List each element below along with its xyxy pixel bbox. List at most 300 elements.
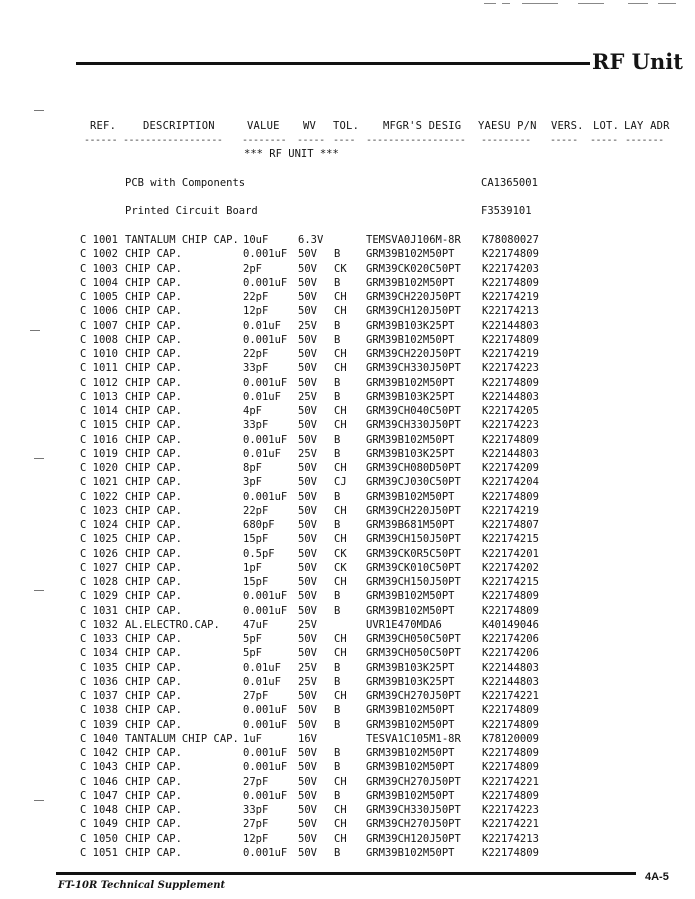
part-ref: C 1033: [80, 633, 118, 645]
part-value: 33pF: [243, 804, 269, 816]
part-tolerance: B: [334, 704, 341, 717]
part-yaesu-pn: K22174202: [482, 561, 539, 574]
part-working-voltage: 50V: [298, 262, 317, 275]
preface-part-number: F3539101: [481, 205, 532, 217]
part-ref: C 1012: [80, 376, 118, 389]
part-tolerance: CK: [334, 262, 347, 275]
part-ref: C 1032: [80, 618, 118, 631]
part-yaesu-pn: K22174223: [482, 362, 539, 375]
col-underline-description: ------------------: [123, 135, 223, 146]
part-description: CHIP CAP.: [125, 832, 182, 845]
part-mfgr-designation: GRM39CH270J50PT: [366, 775, 461, 788]
col-underline-ref: ------: [84, 135, 118, 146]
part-mfgr-designation: GRM39CH270J50PT: [366, 690, 461, 702]
table-row: [0, 448, 695, 462]
part-yaesu-pn: K22174809: [482, 490, 539, 503]
col-header-vers: VERS.: [551, 120, 584, 132]
part-value: 3pF: [243, 476, 262, 489]
col-header-wv: WV: [303, 120, 317, 132]
part-tolerance: CJ: [334, 476, 347, 489]
part-description: CHIP CAP.: [125, 675, 182, 688]
page-number: 4A-5: [645, 871, 669, 883]
part-working-voltage: 50V: [298, 462, 317, 474]
table-row: [0, 377, 695, 391]
footer-doc-title: FT-10R Technical Supplement: [58, 880, 226, 891]
part-ref: C 1042: [80, 747, 118, 759]
part-description: CHIP CAP.: [125, 576, 182, 588]
part-tolerance: CH: [334, 504, 347, 517]
section-label: *** RF UNIT ***: [244, 148, 339, 160]
part-mfgr-designation: GRM39B102M50PT: [366, 747, 455, 759]
part-value: 0.001uF: [243, 846, 288, 859]
table-row: [0, 419, 695, 433]
table-row: [0, 405, 695, 419]
part-mfgr-designation: GRM39CK0R5C50PT: [366, 547, 461, 560]
part-working-voltage: 50V: [298, 604, 317, 617]
part-ref: C 1026: [80, 547, 118, 560]
table-row: [0, 804, 695, 818]
table-row: [0, 362, 695, 376]
part-mfgr-designation: GRM39B102M50PT: [366, 846, 455, 859]
part-ref: C 1043: [80, 761, 118, 774]
table-row: [0, 491, 695, 505]
table-row: [0, 320, 695, 334]
part-value: 27pF: [243, 775, 269, 788]
part-value: 12pF: [243, 305, 269, 318]
part-mfgr-designation: GRM39CK010C50PT: [366, 561, 461, 574]
part-mfgr-designation: TEMSVA0J106M-8R: [366, 234, 461, 246]
part-yaesu-pn: K22174807: [482, 519, 539, 531]
part-yaesu-pn: K22174809: [482, 761, 539, 774]
part-description: CHIP CAP.: [125, 604, 182, 617]
part-value: 0.001uF: [243, 433, 288, 446]
part-mfgr-designation: GRM39CH150J50PT: [366, 533, 461, 546]
part-value: 4pF: [243, 405, 262, 417]
part-ref: C 1023: [80, 504, 118, 517]
part-yaesu-pn: K22174809: [482, 604, 539, 617]
part-tolerance: B: [334, 319, 341, 332]
part-mfgr-designation: GRM39B102M50PT: [366, 276, 455, 289]
part-value: 33pF: [243, 419, 269, 432]
part-yaesu-pn: K22174809: [482, 718, 539, 731]
part-value: 0.01uF: [243, 390, 281, 403]
part-description: CHIP CAP.: [125, 390, 182, 403]
part-description: CHIP CAP.: [125, 291, 182, 303]
part-yaesu-pn: K22144803: [482, 675, 539, 688]
part-description: AL.ELECTRO.CAP.: [125, 618, 220, 631]
part-ref: C 1010: [80, 348, 118, 360]
part-mfgr-designation: GRM39B102M50PT: [366, 789, 455, 802]
part-yaesu-pn: K22174215: [482, 533, 539, 546]
col-underline-wv: -----: [297, 135, 325, 146]
part-ref: C 1038: [80, 704, 118, 717]
part-mfgr-designation: GRM39B102M50PT: [366, 718, 455, 731]
part-value: 2pF: [243, 262, 262, 275]
table-row: [0, 505, 695, 519]
part-tolerance: B: [334, 248, 341, 261]
part-tolerance: CH: [334, 775, 347, 788]
table-row: [0, 833, 695, 847]
part-mfgr-designation: GRM39CJ030C50PT: [366, 476, 461, 489]
table-row: [0, 476, 695, 490]
part-ref: C 1048: [80, 804, 118, 816]
part-yaesu-pn: K22174205: [482, 405, 539, 417]
part-mfgr-designation: GRM39B102M50PT: [366, 433, 455, 446]
part-working-voltage: 25V: [298, 319, 317, 332]
scan-mark: [628, 3, 648, 4]
part-tolerance: CH: [334, 818, 347, 831]
part-yaesu-pn: K22174223: [482, 419, 539, 432]
part-working-voltage: 50V: [298, 348, 317, 360]
margin-mark: [34, 110, 44, 111]
part-mfgr-designation: GRM39B103K25PT: [366, 675, 455, 688]
part-ref: C 1006: [80, 305, 118, 318]
part-ref: C 1040: [80, 732, 118, 745]
part-working-voltage: 25V: [298, 390, 317, 403]
table-row: [0, 533, 695, 547]
part-value: 0.001uF: [243, 704, 288, 717]
part-description: CHIP CAP.: [125, 661, 182, 674]
part-yaesu-pn: K22174223: [482, 804, 539, 816]
part-working-voltage: 25V: [298, 661, 317, 674]
part-working-voltage: 6.3V: [298, 234, 324, 246]
col-header-lot: LOT.: [593, 120, 620, 132]
part-yaesu-pn: K22174221: [482, 690, 539, 702]
part-working-voltage: 50V: [298, 376, 317, 389]
part-value: 0.001uF: [243, 333, 288, 346]
part-tolerance: B: [334, 276, 341, 289]
col-underline-lot: -----: [590, 135, 618, 146]
scan-mark: [484, 3, 496, 4]
part-value: 0.01uF: [243, 661, 281, 674]
part-ref: C 1024: [80, 519, 118, 531]
part-ref: C 1001: [80, 234, 118, 246]
part-tolerance: CH: [334, 362, 347, 375]
part-mfgr-designation: GRM39CH330J50PT: [366, 419, 461, 432]
table-row: [0, 747, 695, 761]
part-ref: C 1036: [80, 675, 118, 688]
part-yaesu-pn: K22174809: [482, 333, 539, 346]
part-tolerance: B: [334, 747, 341, 759]
part-value: 0.001uF: [243, 590, 288, 603]
part-tolerance: CH: [334, 348, 347, 360]
part-yaesu-pn: K22174206: [482, 633, 539, 645]
table-row: [0, 619, 695, 633]
part-description: CHIP CAP.: [125, 490, 182, 503]
part-working-voltage: 50V: [298, 362, 317, 375]
table-row: [0, 590, 695, 604]
part-tolerance: B: [334, 376, 341, 389]
col-underline-tol: ----: [333, 135, 356, 146]
part-description: CHIP CAP.: [125, 319, 182, 332]
part-description: CHIP CAP.: [125, 376, 182, 389]
part-working-voltage: 50V: [298, 647, 317, 660]
col-header-value: VALUE: [247, 120, 280, 132]
part-mfgr-designation: GRM39CH120J50PT: [366, 832, 461, 845]
table-row: [0, 391, 695, 405]
part-yaesu-pn: K22144803: [482, 661, 539, 674]
part-mfgr-designation: UVR1E470MDA6: [366, 618, 442, 631]
part-yaesu-pn: K22174809: [482, 276, 539, 289]
part-value: 0.001uF: [243, 789, 288, 802]
part-tolerance: CH: [334, 405, 347, 417]
part-ref: C 1005: [80, 291, 118, 303]
part-value: 5pF: [243, 633, 262, 645]
table-row: [0, 761, 695, 775]
part-working-voltage: 25V: [298, 618, 317, 631]
part-yaesu-pn: K78080027: [482, 234, 539, 246]
part-yaesu-pn: K22174809: [482, 704, 539, 717]
part-working-voltage: 50V: [298, 476, 317, 489]
part-ref: C 1037: [80, 690, 118, 702]
preface-description: Printed Circuit Board: [125, 205, 258, 217]
part-tolerance: CH: [334, 305, 347, 318]
part-mfgr-designation: GRM39B102M50PT: [366, 490, 455, 503]
part-description: TANTALUM CHIP CAP.: [125, 732, 239, 745]
part-yaesu-pn: K22174809: [482, 789, 539, 802]
part-tolerance: B: [334, 846, 341, 859]
part-tolerance: B: [334, 761, 341, 774]
table-row: [0, 633, 695, 647]
part-value: 22pF: [243, 291, 269, 303]
part-working-voltage: 50V: [298, 561, 317, 574]
part-value: 0.001uF: [243, 761, 288, 774]
part-yaesu-pn: K78120009: [482, 732, 539, 745]
part-description: CHIP CAP.: [125, 405, 182, 417]
part-description: CHIP CAP.: [125, 433, 182, 446]
part-ref: C 1034: [80, 647, 118, 660]
table-row: [0, 776, 695, 790]
part-ref: C 1035: [80, 661, 118, 674]
col-underline-vers: -----: [550, 135, 578, 146]
part-working-voltage: 50V: [298, 490, 317, 503]
part-value: 15pF: [243, 533, 269, 546]
part-yaesu-pn: K40149046: [482, 618, 539, 631]
part-value: 10uF: [243, 234, 269, 246]
part-mfgr-designation: GRM39B102M50PT: [366, 704, 455, 717]
part-yaesu-pn: K22174206: [482, 647, 539, 660]
part-ref: C 1002: [80, 248, 118, 261]
scan-mark: [522, 3, 558, 4]
part-mfgr-designation: GRM39CH270J50PT: [366, 818, 461, 831]
table-row: [0, 605, 695, 619]
part-tolerance: CK: [334, 547, 347, 560]
part-description: CHIP CAP.: [125, 818, 182, 831]
part-tolerance: CH: [334, 804, 347, 816]
part-mfgr-designation: GRM39CH050C50PT: [366, 633, 461, 645]
part-tolerance: CH: [334, 533, 347, 546]
part-working-voltage: 25V: [298, 447, 317, 460]
part-mfgr-designation: GRM39CH330J50PT: [366, 804, 461, 816]
part-description: CHIP CAP.: [125, 547, 182, 560]
part-working-voltage: 50V: [298, 789, 317, 802]
table-row: [0, 348, 695, 362]
part-value: 47uF: [243, 618, 269, 631]
part-working-voltage: 50V: [298, 633, 317, 645]
part-tolerance: CH: [334, 462, 347, 474]
part-working-voltage: 50V: [298, 690, 317, 702]
preface-part-number: CA1365001: [481, 177, 538, 189]
part-working-voltage: 50V: [298, 832, 317, 845]
part-description: CHIP CAP.: [125, 718, 182, 731]
part-description: CHIP CAP.: [125, 804, 182, 816]
part-description: CHIP CAP.: [125, 533, 182, 546]
part-value: 680pF: [243, 519, 275, 531]
part-value: 8pF: [243, 462, 262, 474]
part-working-voltage: 50V: [298, 433, 317, 446]
part-working-voltage: 50V: [298, 718, 317, 731]
part-ref: C 1039: [80, 718, 118, 731]
part-description: CHIP CAP.: [125, 362, 182, 375]
header-rule: [76, 62, 590, 65]
part-tolerance: CH: [334, 291, 347, 303]
part-ref: C 1011: [80, 362, 118, 375]
part-yaesu-pn: K22174204: [482, 476, 539, 489]
part-description: CHIP CAP.: [125, 633, 182, 645]
col-header-mfgr: MFGR'S DESIG: [383, 120, 462, 132]
part-description: CHIP CAP.: [125, 775, 182, 788]
part-value: 0.001uF: [243, 747, 288, 759]
part-working-voltage: 50V: [298, 547, 317, 560]
part-description: CHIP CAP.: [125, 690, 182, 702]
part-value: 1pF: [243, 561, 262, 574]
part-mfgr-designation: GRM39CH150J50PT: [366, 576, 461, 588]
part-mfgr-designation: GRM39CH080D50PT: [366, 462, 461, 474]
table-row: [0, 277, 695, 291]
part-mfgr-designation: GRM39CH040C50PT: [366, 405, 461, 417]
part-ref: C 1007: [80, 319, 118, 332]
part-working-voltage: 50V: [298, 276, 317, 289]
part-value: 27pF: [243, 818, 269, 831]
part-yaesu-pn: K22174213: [482, 305, 539, 318]
part-tolerance: B: [334, 604, 341, 617]
part-description: CHIP CAP.: [125, 419, 182, 432]
part-ref: C 1013: [80, 390, 118, 403]
table-row: [0, 519, 695, 533]
part-yaesu-pn: K22174215: [482, 576, 539, 588]
page-title: RF Unit: [592, 49, 683, 74]
part-working-voltage: 50V: [298, 533, 317, 546]
part-description: CHIP CAP.: [125, 333, 182, 346]
part-tolerance: CH: [334, 576, 347, 588]
part-ref: C 1031: [80, 604, 118, 617]
part-value: 12pF: [243, 832, 269, 845]
part-tolerance: CH: [334, 832, 347, 845]
col-header-tol: TOL.: [333, 120, 360, 132]
part-ref: C 1047: [80, 789, 118, 802]
col-underline-value: --------: [242, 135, 287, 146]
part-mfgr-designation: GRM39B103K25PT: [366, 390, 455, 403]
table-row: [0, 334, 695, 348]
table-row: [0, 291, 695, 305]
part-working-voltage: 50V: [298, 504, 317, 517]
part-ref: C 1051: [80, 846, 118, 859]
part-yaesu-pn: K22174219: [482, 348, 539, 360]
table-row: [0, 790, 695, 804]
scan-mark: [658, 3, 676, 4]
part-value: 5pF: [243, 647, 262, 660]
part-description: CHIP CAP.: [125, 747, 182, 759]
part-working-voltage: 50V: [298, 576, 317, 588]
part-ref: C 1019: [80, 447, 118, 460]
part-value: 0.001uF: [243, 248, 288, 261]
table-row: [0, 263, 695, 277]
part-value: 0.001uF: [243, 718, 288, 731]
part-working-voltage: 50V: [298, 704, 317, 717]
part-value: 0.001uF: [243, 276, 288, 289]
part-ref: C 1008: [80, 333, 118, 346]
part-ref: C 1015: [80, 419, 118, 432]
part-ref: C 1050: [80, 832, 118, 845]
part-description: CHIP CAP.: [125, 248, 182, 261]
part-mfgr-designation: GRM39CH050C50PT: [366, 647, 461, 660]
part-working-voltage: 50V: [298, 761, 317, 774]
part-tolerance: B: [334, 390, 341, 403]
part-working-voltage: 50V: [298, 590, 317, 603]
part-description: CHIP CAP.: [125, 262, 182, 275]
part-description: CHIP CAP.: [125, 789, 182, 802]
table-row: [0, 719, 695, 733]
part-yaesu-pn: K22174809: [482, 433, 539, 446]
preface-description: PCB with Components: [125, 177, 246, 189]
part-mfgr-designation: GRM39CH330J50PT: [366, 362, 461, 375]
part-ref: C 1028: [80, 576, 118, 588]
part-value: 0.01uF: [243, 447, 281, 460]
part-yaesu-pn: K22174809: [482, 846, 539, 859]
col-header-lay-adr: LAY ADR: [624, 120, 670, 132]
part-description: CHIP CAP.: [125, 519, 182, 531]
part-ref: C 1027: [80, 561, 118, 574]
part-value: 0.001uF: [243, 604, 288, 617]
part-description: CHIP CAP.: [125, 846, 182, 859]
part-value: 0.01uF: [243, 319, 281, 332]
part-yaesu-pn: K22174809: [482, 747, 539, 759]
part-description: CHIP CAP.: [125, 504, 182, 517]
col-header-description: DESCRIPTION: [143, 120, 215, 132]
col-header-yaesu-pn: YAESU P/N: [478, 120, 537, 132]
table-row: [0, 676, 695, 690]
part-yaesu-pn: K22174219: [482, 291, 539, 303]
col-underline-yaesu-pn: ---------: [481, 135, 531, 146]
part-yaesu-pn: K22174201: [482, 547, 539, 560]
table-row: [0, 562, 695, 576]
part-description: CHIP CAP.: [125, 704, 182, 717]
part-mfgr-designation: TESVA1C105M1-8R: [366, 732, 461, 745]
part-tolerance: CH: [334, 647, 347, 660]
part-mfgr-designation: GRM39CH220J50PT: [366, 504, 461, 517]
part-description: CHIP CAP.: [125, 761, 182, 774]
scan-mark: [578, 3, 604, 4]
part-description: CHIP CAP.: [125, 462, 182, 474]
table-row: [0, 733, 695, 747]
part-ref: C 1046: [80, 775, 118, 788]
table-row: [0, 704, 695, 718]
part-ref: C 1021: [80, 476, 118, 489]
part-yaesu-pn: K22144803: [482, 390, 539, 403]
table-row: [0, 647, 695, 661]
table-row: [0, 662, 695, 676]
part-value: 0.5pF: [243, 547, 275, 560]
part-working-voltage: 50V: [298, 846, 317, 859]
part-tolerance: B: [334, 519, 341, 531]
table-row: [0, 248, 695, 262]
table-row: [0, 818, 695, 832]
part-value: 0.001uF: [243, 490, 288, 503]
part-tolerance: B: [334, 333, 341, 346]
part-yaesu-pn: K22174209: [482, 462, 539, 474]
part-mfgr-designation: GRM39B102M50PT: [366, 248, 455, 261]
part-description: CHIP CAP.: [125, 447, 182, 460]
